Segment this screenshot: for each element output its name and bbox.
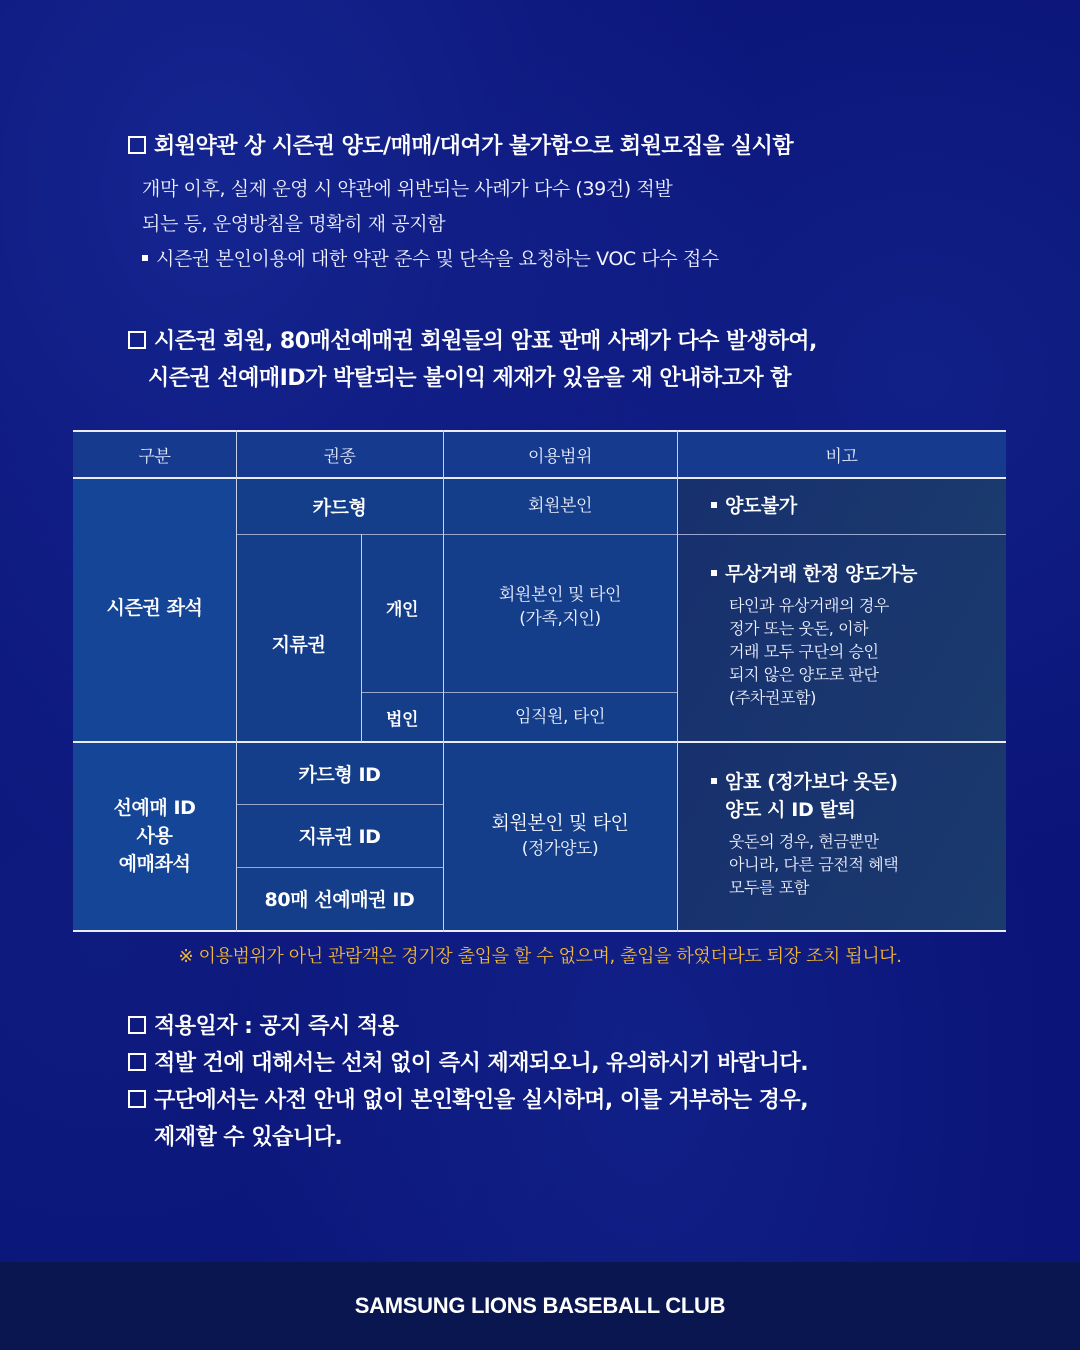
id-note-line: 아니라, 다른 금전적 혜택 xyxy=(729,855,899,874)
id-note-body xyxy=(711,830,898,899)
id-scope-line2: (정가양도) xyxy=(521,839,599,859)
table-cell-id-scope xyxy=(443,742,677,930)
table-cell-id-note xyxy=(677,742,1006,930)
section2-heading-line2: 시즌권 선예매ID가 박탈되는 불이익 제재가 있음을 재 안내하고자 함 xyxy=(148,366,792,391)
paper-note-line: 타인과 유상거래의 경우 xyxy=(729,596,889,615)
table-border-group xyxy=(73,741,1006,743)
bullet-square-icon xyxy=(142,255,148,261)
table-header-note: 비고 xyxy=(677,430,1006,478)
bullet-square-icon xyxy=(711,502,717,508)
table-cell-corporate-scope: 임직원, 타인 xyxy=(443,692,677,742)
section3-line4: 제재할 수 있습니다. xyxy=(154,1125,343,1150)
table-cell-80-presale-id: 80매 선예매권 ID xyxy=(236,867,443,930)
table-header-category: 구분 xyxy=(73,430,236,478)
section1-line2: 되는 등, 운영방침을 명확히 재 공지함 xyxy=(142,213,446,235)
table-divider xyxy=(361,692,677,693)
paper-note-body xyxy=(711,594,889,709)
table-divider xyxy=(236,534,1006,535)
section3-line1: 적용일자 : 공지 즉시 적용 xyxy=(128,1008,398,1045)
paper-note-line: (주차권포함) xyxy=(729,688,816,707)
warning-note: ※ 이용범위가 아닌 관람객은 경기장 출입을 할 수 없으며, 출입을 하였더라도 퇴장 조치 됩니다. xyxy=(178,946,902,967)
paper-note-line: 정가 또는 웃돈, 이하 xyxy=(729,619,869,638)
section1-heading: 회원약관 상 시즌권 양도/매매/대여가 불가함으로 회원모집을 실시함 xyxy=(128,128,793,165)
table-cell-paper-note xyxy=(677,534,1006,742)
id-note-line: 웃돈의 경우, 현금뿐만 xyxy=(729,832,879,851)
presale-label-line: 예매좌석 xyxy=(118,853,191,875)
checkbox-square-icon xyxy=(128,136,146,154)
table-cell-paper-id: 지류권 ID xyxy=(236,804,443,867)
card-note-title: 양도불가 xyxy=(711,492,797,520)
table-cell-individual: 개인 xyxy=(361,534,443,692)
table-cell-card-type: 카드형 xyxy=(236,478,443,534)
table-cell-individual-scope xyxy=(443,534,677,692)
table-group-season-seat: 시즌권 좌석 xyxy=(73,478,236,742)
table-vdivider xyxy=(677,430,678,932)
presale-label-line: 사용 xyxy=(136,825,173,847)
table-cell-card-note xyxy=(677,478,1006,534)
table-border-header xyxy=(73,477,1006,479)
table-vdivider xyxy=(236,430,237,932)
id-note-line: 모두를 포함 xyxy=(729,878,809,897)
checkbox-square-icon xyxy=(128,331,146,349)
table-header-ticket-type: 권종 xyxy=(236,430,443,478)
paper-note-line: 되지 않은 양도로 판단 xyxy=(729,665,879,684)
checkbox-square-icon xyxy=(128,1090,146,1108)
table-cell-card-id: 카드형 ID xyxy=(236,742,443,804)
table-vdivider xyxy=(361,534,362,742)
section3-line2: 적발 건에 대해서는 선처 없이 즉시 제재되오니, 유의하시기 바랍니다. xyxy=(128,1045,808,1082)
footer-brand: SAMSUNG LIONS BASEBALL CLUB xyxy=(0,1262,1080,1350)
presale-label-line: 선예매 ID xyxy=(113,797,196,819)
section1-bullet: 시즌권 본인이용에 대한 약관 준수 및 단속을 요청하는 VOC 다수 접수 xyxy=(142,242,719,277)
id-note-title: 암표 (정가보다 웃돈) 양도 시 ID 탈퇴 xyxy=(711,768,898,824)
table-vdivider xyxy=(443,430,444,932)
table-cell-corporate: 법인 xyxy=(361,692,443,742)
table-border-top xyxy=(73,430,1006,432)
paper-note-title: 무상거래 한정 양도가능 xyxy=(711,560,917,588)
table-header-scope: 이용범위 xyxy=(443,430,677,478)
checkbox-square-icon xyxy=(128,1016,146,1034)
table-cell-card-scope: 회원본인 xyxy=(443,478,677,534)
table-divider xyxy=(236,867,443,868)
section3-line3: 구단에서는 사전 안내 없이 본인확인을 실시하며, 이를 거부하는 경우, xyxy=(128,1082,808,1119)
individual-scope-line1: 회원본인 및 타인 xyxy=(498,585,622,605)
table-divider xyxy=(236,804,443,805)
bullet-square-icon xyxy=(711,778,717,784)
table-group-presale-id xyxy=(73,742,236,930)
season-ticket-table xyxy=(73,430,1006,932)
section2-heading-line1: 시즌권 회원, 80매선예매권 회원들의 암표 판매 사례가 다수 발생하여, xyxy=(128,323,817,360)
id-scope-line1: 회원본인 및 타인 xyxy=(491,812,629,834)
bullet-square-icon xyxy=(711,570,717,576)
paper-note-line: 거래 모두 구단의 승인 xyxy=(729,642,879,661)
section1-line1: 개막 이후, 실제 운영 시 약관에 위반되는 사례가 다수 (39건) 적발 xyxy=(142,178,673,200)
table-border-bottom xyxy=(73,930,1006,932)
table-cell-paper-ticket: 지류권 xyxy=(236,534,361,742)
checkbox-square-icon xyxy=(128,1053,146,1071)
individual-scope-line2: (가족,지인) xyxy=(519,609,601,629)
